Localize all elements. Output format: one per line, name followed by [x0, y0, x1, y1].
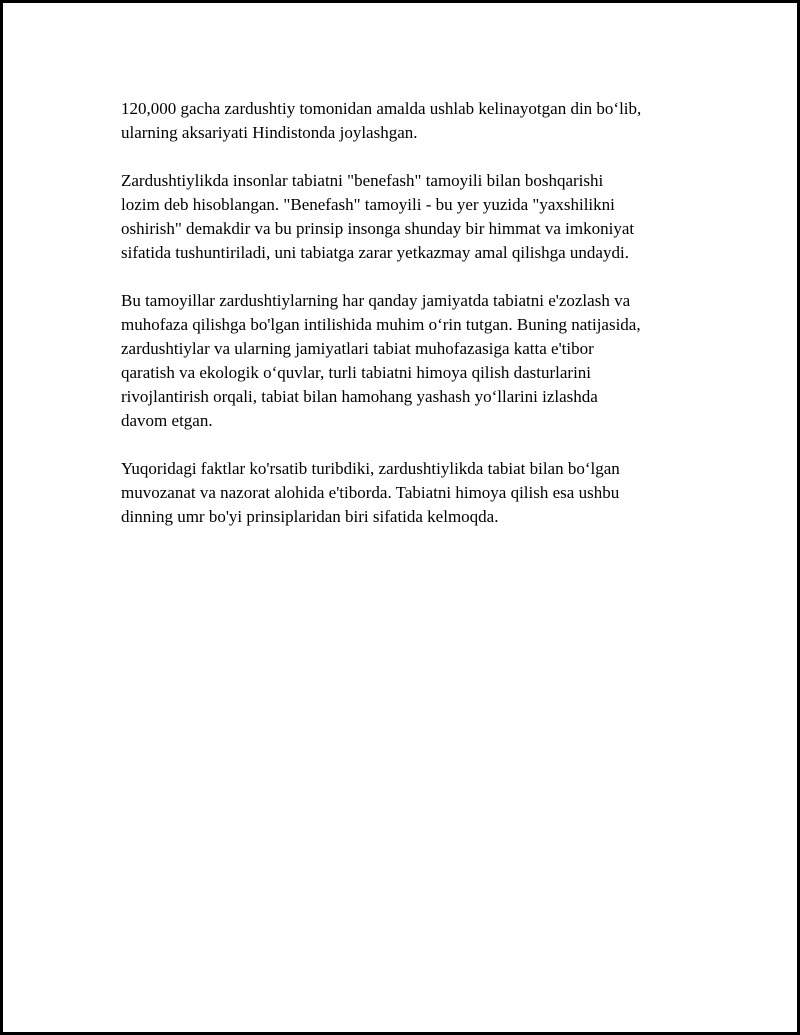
text-line: dinning umr bo'yi prinsiplaridan biri sifatida kelmoqda.: [121, 507, 499, 526]
text-line: Zardushtiylikda insonlar tabiatni "benefash" tamoyili bilan boshqarishi: [121, 171, 604, 190]
paragraph-2: [121, 169, 701, 265]
text-line: qaratish va ekologik o‘quvlar, turli tabiatni himoya qilish dasturlarini: [121, 363, 592, 382]
text-line: oshirish" demakdir va bu prinsip insonga shunday bir himmat va imkoniyat: [121, 219, 635, 238]
paragraph-1: [121, 97, 701, 145]
text-line: davom etgan.: [121, 411, 213, 430]
text-line: Bu tamoyillar zardushtiylarning har qanday jamiyatda tabiatni e'zozlash va: [121, 291, 631, 310]
text-line: ularning aksariyati Hindistonda joylashgan.: [121, 123, 418, 142]
text-line: Yuqoridagi faktlar ko'rsatib turibdiki, zardushtiylikda tabiat bilan bo‘lgan: [121, 459, 620, 478]
text-line: muvozanat va nazorat alohida e'tiborda. Tabiatni himoya qilish esa ushbu: [121, 483, 620, 502]
text-line: zardushtiylar va ularning jamiyatlari tabiat muhofazasiga katta e'tibor: [121, 339, 594, 358]
document-body: [121, 97, 701, 553]
text-line: 120,000 gacha zardushtiy tomonidan amalda ushlab kelinayotgan din bo‘lib,: [121, 99, 642, 118]
text-line: lozim deb hisoblangan. "Benefash" tamoyili - bu yer yuzida "yaxshilikni: [121, 195, 615, 214]
paragraph-4: [121, 457, 701, 529]
text-line: rivojlantirish orqali, tabiat bilan hamohang yashash yo‘llarini izlashda: [121, 387, 598, 406]
text-line: muhofaza qilishga bo'lgan intilishida muhim o‘rin tutgan. Buning natijasida,: [121, 315, 641, 334]
paragraph-3: [121, 289, 701, 433]
text-line: sifatida tushuntiriladi, uni tabiatga zarar yetkazmay amal qilishga undaydi.: [121, 243, 629, 262]
